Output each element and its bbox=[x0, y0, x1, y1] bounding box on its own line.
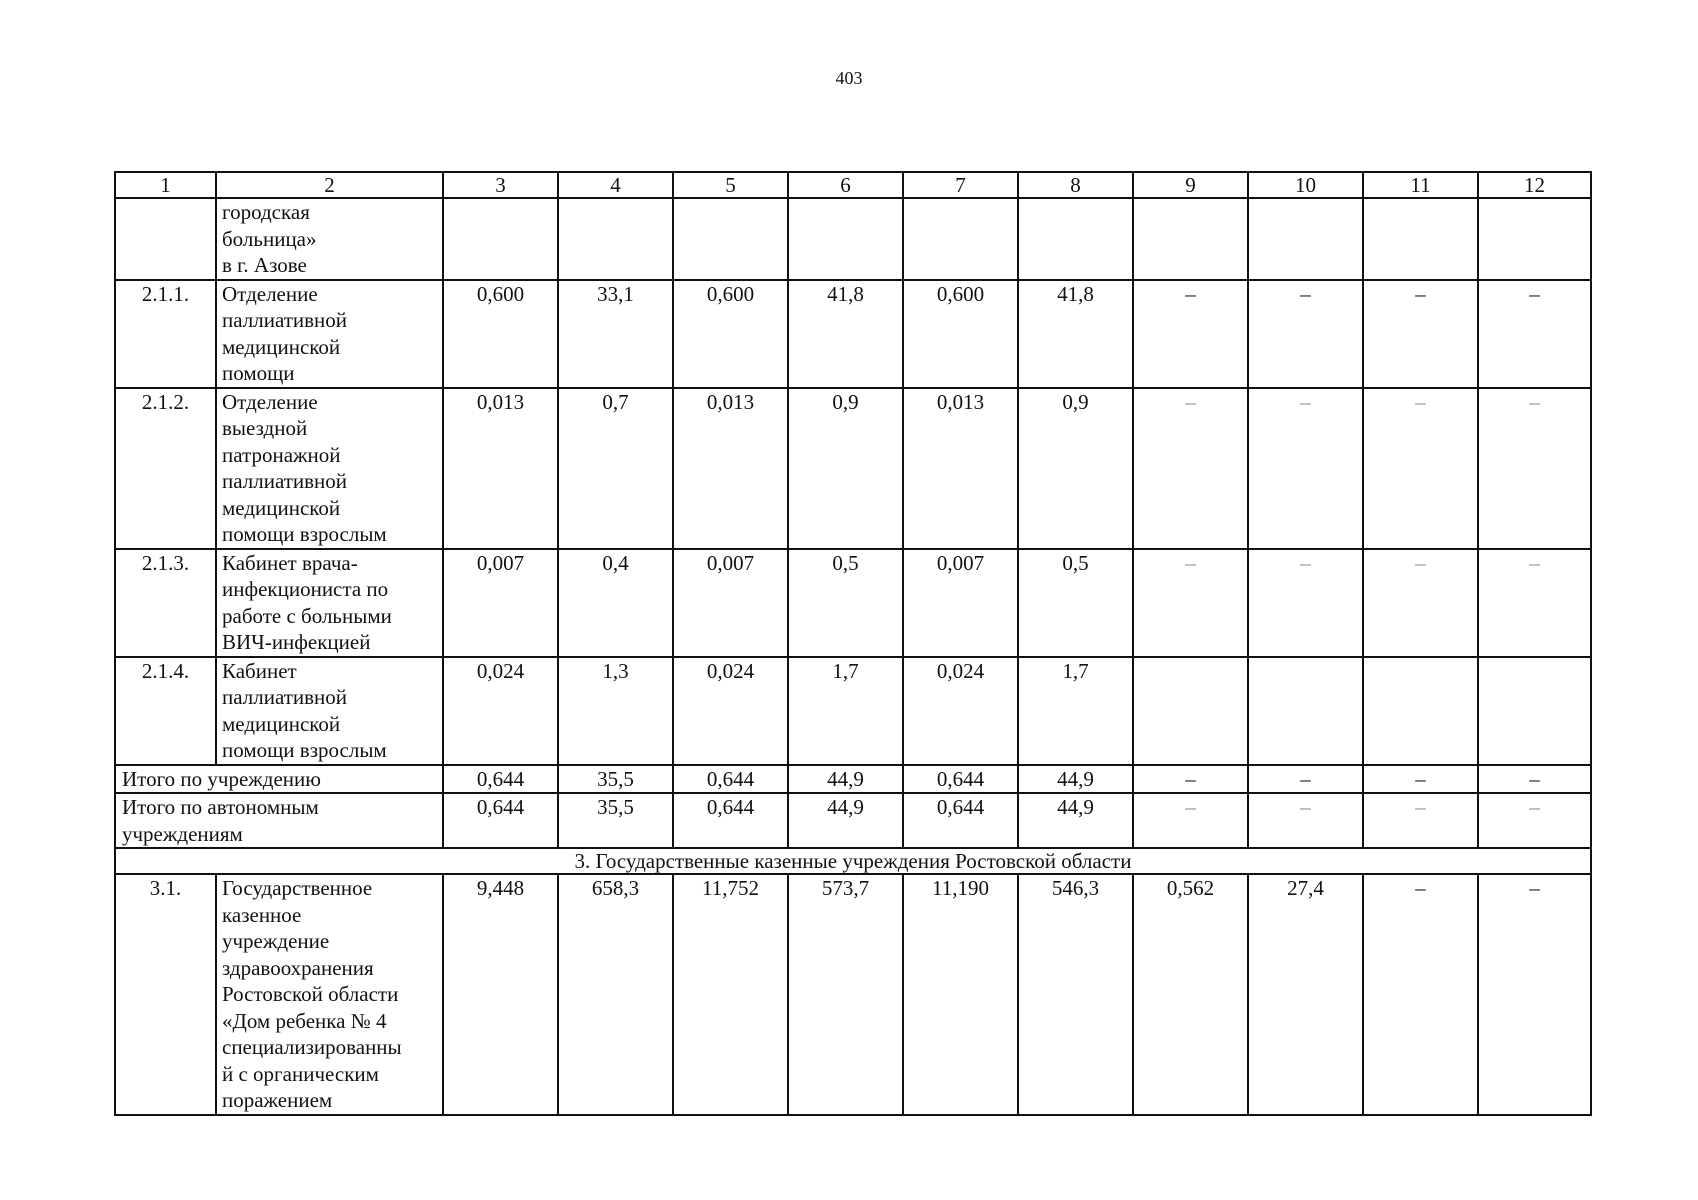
total-label bbox=[115, 765, 443, 794]
value-cell bbox=[558, 198, 673, 280]
value-cell: 0,7 bbox=[558, 388, 673, 549]
value-cell: – bbox=[1133, 793, 1248, 848]
total-row bbox=[115, 765, 1591, 794]
row-name-line: помощи bbox=[222, 361, 295, 385]
value-cell: 0,644 bbox=[443, 765, 558, 794]
value-cell: 11,752 bbox=[673, 874, 788, 1115]
table-row bbox=[115, 388, 1591, 549]
section-row bbox=[115, 848, 1591, 874]
row-number bbox=[115, 198, 216, 280]
row-name-line: выездной bbox=[222, 416, 308, 440]
row-name-line: паллиативной bbox=[222, 308, 348, 332]
value-cell: 33,1 bbox=[558, 280, 673, 388]
value-cell: 0,013 bbox=[673, 388, 788, 549]
value-cell: – bbox=[1248, 549, 1363, 657]
row-name bbox=[216, 549, 443, 657]
value-cell: 0,007 bbox=[673, 549, 788, 657]
row-name-line: помощи взрослым bbox=[222, 738, 387, 762]
value-cell: 1,7 bbox=[1018, 657, 1133, 765]
table-row bbox=[115, 874, 1591, 1115]
row-name-line: медицинской bbox=[222, 334, 341, 359]
row-name-line: учреждение bbox=[222, 929, 330, 953]
row-name-line: медицинской bbox=[222, 711, 341, 736]
row-name bbox=[216, 657, 443, 765]
value-cell bbox=[1018, 198, 1133, 280]
value-cell: – bbox=[1363, 388, 1478, 549]
column-header: 2 bbox=[216, 172, 443, 198]
value-cell: 0,9 bbox=[1018, 388, 1133, 549]
value-cell: – bbox=[1363, 874, 1478, 1115]
row-name-line: помощи взрослым bbox=[222, 522, 387, 546]
value-cell: 0,024 bbox=[903, 657, 1018, 765]
column-number-row bbox=[115, 172, 1591, 198]
section-title: 3. Государственные казенные учреждения Ростовской области bbox=[115, 848, 1591, 874]
row-name bbox=[216, 388, 443, 549]
value-cell: 0,644 bbox=[443, 793, 558, 848]
page-number: 403 bbox=[835, 68, 863, 88]
column-header: 12 bbox=[1478, 172, 1591, 198]
value-cell: 0,644 bbox=[903, 793, 1018, 848]
row-number: 3.1. bbox=[115, 874, 216, 1115]
row-name-line: медицинской bbox=[222, 495, 341, 520]
row-name bbox=[216, 280, 443, 388]
value-cell: 0,024 bbox=[673, 657, 788, 765]
row-number: 2.1.1. bbox=[115, 280, 216, 388]
row-name bbox=[216, 874, 443, 1115]
value-cell: 658,3 bbox=[558, 874, 673, 1115]
row-name-line: патронажной bbox=[222, 442, 341, 467]
value-cell bbox=[443, 198, 558, 280]
total-label-line: Итого по автономным bbox=[122, 795, 319, 819]
row-number: 2.1.4. bbox=[115, 657, 216, 765]
table-row bbox=[115, 198, 1591, 280]
table-row bbox=[115, 657, 1591, 765]
row-name-line: Кабинет врача- bbox=[222, 550, 358, 575]
value-cell: – bbox=[1133, 388, 1248, 549]
total-row bbox=[115, 793, 1591, 848]
value-cell: – bbox=[1133, 765, 1248, 794]
row-name-line: й с органическим bbox=[222, 1061, 379, 1086]
value-cell: 44,9 bbox=[788, 793, 903, 848]
value-cell: 41,8 bbox=[788, 280, 903, 388]
value-cell: 1,3 bbox=[558, 657, 673, 765]
value-cell: – bbox=[1363, 793, 1478, 848]
column-header: 8 bbox=[1018, 172, 1133, 198]
value-cell: 0,5 bbox=[788, 549, 903, 657]
row-name-line: Отделение bbox=[222, 281, 318, 306]
value-cell: 0,4 bbox=[558, 549, 673, 657]
column-header: 10 bbox=[1248, 172, 1363, 198]
total-label bbox=[115, 793, 443, 848]
value-cell bbox=[1478, 657, 1591, 765]
column-header: 5 bbox=[673, 172, 788, 198]
value-cell bbox=[1363, 198, 1478, 280]
value-cell: – bbox=[1248, 765, 1363, 794]
value-cell bbox=[1133, 198, 1248, 280]
row-name-line: здравоохранения bbox=[222, 955, 374, 980]
value-cell bbox=[1478, 198, 1591, 280]
value-cell: 0,562 bbox=[1133, 874, 1248, 1115]
row-name-line: инфекциониста по bbox=[222, 577, 389, 601]
row-name-line: ВИЧ-инфекцией bbox=[222, 630, 371, 654]
table-body bbox=[115, 172, 1591, 1115]
value-cell: – bbox=[1478, 765, 1591, 794]
row-name-line: «Дом ребенка № 4 bbox=[222, 1008, 387, 1033]
row-name-line: Ростовской области bbox=[222, 982, 399, 1006]
row-name-line: поражением bbox=[222, 1088, 333, 1112]
value-cell bbox=[673, 198, 788, 280]
value-cell: 0,5 bbox=[1018, 549, 1133, 657]
column-header: 3 bbox=[443, 172, 558, 198]
total-label-line: учреждениям bbox=[122, 821, 243, 846]
value-cell bbox=[1363, 657, 1478, 765]
value-cell: 0,007 bbox=[443, 549, 558, 657]
value-cell: 1,7 bbox=[788, 657, 903, 765]
row-name-line: работе с больными bbox=[222, 603, 392, 628]
value-cell: 44,9 bbox=[1018, 765, 1133, 794]
value-cell: – bbox=[1478, 549, 1591, 657]
row-number: 2.1.2. bbox=[115, 388, 216, 549]
value-cell: – bbox=[1133, 280, 1248, 388]
value-cell: 0,007 bbox=[903, 549, 1018, 657]
value-cell: – bbox=[1248, 388, 1363, 549]
row-name bbox=[216, 198, 443, 280]
row-name-line: специализированны bbox=[222, 1035, 402, 1059]
column-header: 9 bbox=[1133, 172, 1248, 198]
value-cell: – bbox=[1478, 388, 1591, 549]
column-header: 6 bbox=[788, 172, 903, 198]
value-cell: 11,190 bbox=[903, 874, 1018, 1115]
value-cell: – bbox=[1478, 793, 1591, 848]
row-name-line: Кабинет bbox=[222, 658, 297, 683]
row-number: 2.1.3. bbox=[115, 549, 216, 657]
column-header: 11 bbox=[1363, 172, 1478, 198]
value-cell: 573,7 bbox=[788, 874, 903, 1115]
value-cell: 0,024 bbox=[443, 657, 558, 765]
value-cell: 0,644 bbox=[673, 765, 788, 794]
row-name-line: городская bbox=[222, 200, 310, 224]
value-cell bbox=[1133, 657, 1248, 765]
value-cell: – bbox=[1248, 280, 1363, 388]
value-cell: 44,9 bbox=[1018, 793, 1133, 848]
value-cell: 44,9 bbox=[788, 765, 903, 794]
value-cell: 0,600 bbox=[903, 280, 1018, 388]
value-cell: 41,8 bbox=[1018, 280, 1133, 388]
value-cell: 35,5 bbox=[558, 765, 673, 794]
value-cell: 0,013 bbox=[443, 388, 558, 549]
row-name-line: в г. Азове bbox=[222, 253, 307, 277]
value-cell bbox=[1248, 657, 1363, 765]
value-cell: 27,4 bbox=[1248, 874, 1363, 1115]
value-cell bbox=[788, 198, 903, 280]
value-cell: – bbox=[1363, 765, 1478, 794]
value-cell: – bbox=[1248, 793, 1363, 848]
value-cell bbox=[903, 198, 1018, 280]
value-cell: – bbox=[1478, 280, 1591, 388]
value-cell: 0,644 bbox=[903, 765, 1018, 794]
row-name-line: казенное bbox=[222, 902, 302, 927]
row-name-line: Отделение bbox=[222, 389, 318, 414]
value-cell: – bbox=[1363, 280, 1478, 388]
value-cell: – bbox=[1363, 549, 1478, 657]
value-cell bbox=[1248, 198, 1363, 280]
column-header: 7 bbox=[903, 172, 1018, 198]
value-cell: 0,9 bbox=[788, 388, 903, 549]
value-cell: 0,600 bbox=[673, 280, 788, 388]
value-cell: 0,013 bbox=[903, 388, 1018, 549]
row-name-line: паллиативной bbox=[222, 469, 348, 493]
table-row bbox=[115, 549, 1591, 657]
value-cell: 9,448 bbox=[443, 874, 558, 1115]
value-cell: 0,600 bbox=[443, 280, 558, 388]
row-name-line: паллиативной bbox=[222, 685, 348, 709]
table-row bbox=[115, 280, 1591, 388]
total-label-line: Итого по учреждению bbox=[122, 766, 321, 791]
data-table bbox=[114, 171, 1592, 1116]
column-header: 4 bbox=[558, 172, 673, 198]
row-name-line: больница» bbox=[222, 226, 317, 251]
value-cell: 546,3 bbox=[1018, 874, 1133, 1115]
value-cell: – bbox=[1133, 549, 1248, 657]
row-name-line: Государственное bbox=[222, 876, 373, 900]
column-header: 1 bbox=[115, 172, 216, 198]
value-cell: – bbox=[1478, 874, 1591, 1115]
value-cell: 0,644 bbox=[673, 793, 788, 848]
value-cell: 35,5 bbox=[558, 793, 673, 848]
